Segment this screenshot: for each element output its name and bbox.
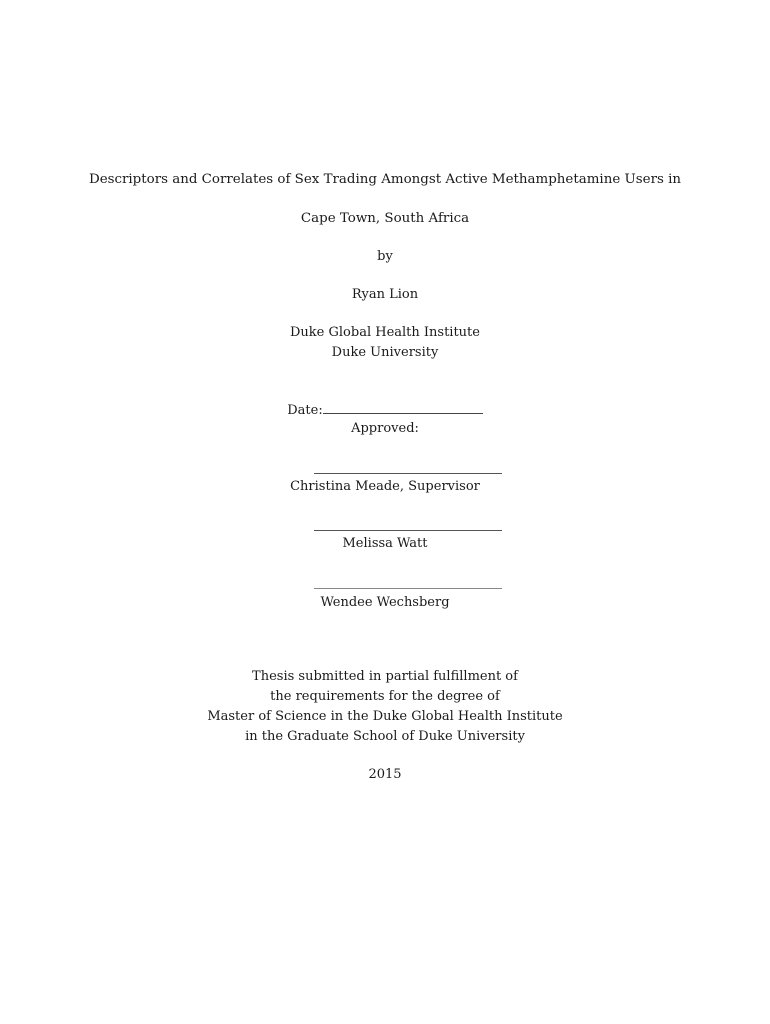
signature-line-3	[314, 588, 502, 589]
signature-line-2	[314, 530, 502, 531]
thesis-title-line-2: Cape Town, South Africa	[300, 211, 470, 226]
date-field	[0, 400, 770, 420]
signatory-1: Christina Meade, Supervisor	[290, 479, 480, 494]
statement-line-1: Thesis submitted in partial fulfillment of	[252, 669, 518, 684]
author-name: Ryan Lion	[351, 287, 419, 302]
statement-line-4: in the Graduate School of Duke University	[245, 729, 525, 744]
year: 2015	[368, 767, 402, 782]
signatory-3: Wendee Wechsberg	[320, 595, 450, 610]
approved-label: Approved:	[351, 421, 419, 436]
by-label: by	[377, 249, 393, 264]
date-label: Date:	[287, 403, 323, 418]
university-name: Duke University	[331, 345, 439, 360]
statement-line-3: Master of Science in the Duke Global Health Institute	[207, 709, 563, 724]
institute-name: Duke Global Health Institute	[290, 325, 480, 340]
date-blank-line	[323, 400, 483, 414]
statement-line-2: the requirements for the degree of	[270, 689, 500, 704]
signatory-2: Melissa Watt	[342, 536, 428, 551]
thesis-title-line-1: Descriptors and Correlates of Sex Trading Amongst Active Methamphetamine Users in	[88, 172, 682, 187]
signature-line-1	[314, 473, 502, 474]
